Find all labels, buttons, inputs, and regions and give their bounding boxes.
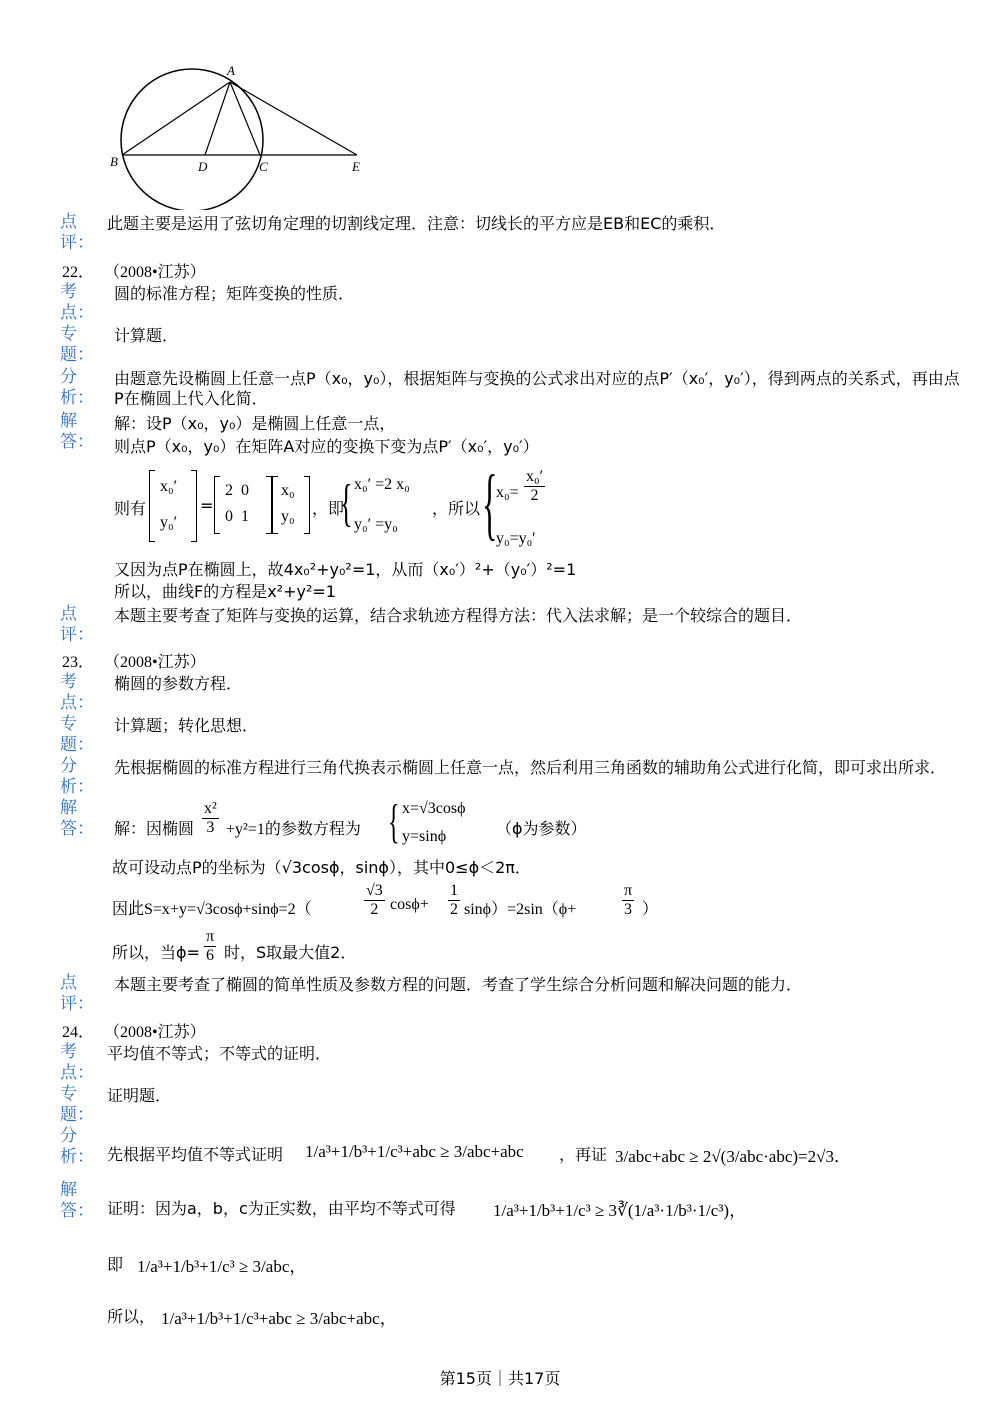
label-D: D [198, 159, 208, 174]
label-dianping: 点评： [60, 212, 94, 253]
q22-comment: 本题主要考查了矩阵与变换的运算，结合求轨迹方程得方法：代入法求解；是一个较综合的题目． [114, 606, 803, 625]
label-jieda-24: 解答： [60, 1180, 94, 1221]
label-jieda: 解答： [60, 411, 94, 452]
matrix-A [214, 476, 272, 534]
q23-sol-line3: 因此S=x+y=√3cosϕ+sinϕ=2（ $\frac{√3}{2}$ cosϕ+ $\frac{1}{2}$ sinϕ）=2sin（ϕ+ $\frac{\pi}{3}$ ） [112, 882, 659, 918]
label-dianping-22: 点评： [60, 604, 94, 645]
q23-topic: 椭圆的参数方程． [114, 674, 243, 693]
label-kaodian-23: 考点： [60, 672, 94, 713]
sys1-line1: x₀′ =2 x₀ [354, 476, 410, 493]
q23-analysis: 先根据椭圆的标准方程进行三角代换表示椭圆上任意一点，然后利用三角函数的辅助角公式进行化简，即可求出所求． [114, 758, 947, 777]
q21-comment: 此题主要是运用了弦切角定理的切割线定理．注意：切线长的平方应是EB和EC的乘积． [107, 214, 726, 233]
q22-sol-line5: 所以，曲线F的方程是x²+y²=1 [114, 582, 336, 601]
label-A: A [227, 63, 235, 78]
label-fenxi-24: 分析： [60, 1126, 94, 1167]
label-E: E [352, 159, 360, 174]
ie: ，即 [312, 499, 345, 518]
label-jieda-23: 解答： [60, 798, 94, 839]
then-have: 则有 [114, 499, 147, 518]
q22-sol-line4: 又因为点P在椭圆上，故4x₀²+y₀²=1，从而（x₀′）²+（y₀′）²=1 [114, 560, 577, 579]
page-footer: 第15页｜共17页 [439, 1369, 561, 1388]
sys2-frac: $\frac{\text{x₀′}}{2}$ [526, 468, 544, 504]
label-C: C [259, 159, 268, 174]
sys2-top: x₀= [496, 484, 519, 501]
q23-number: 23． [62, 654, 95, 671]
q24-source: （2008•江苏） [104, 1024, 206, 1041]
q23-sol-line2: 故可设动点P的坐标为（√3cosϕ，sinϕ），其中0≤ϕ＜2π． [112, 858, 531, 877]
q24-category: 证明题． [107, 1086, 172, 1105]
label-dianping-23: 点评： [60, 973, 94, 1014]
label-kaodian: 考点： [60, 282, 94, 323]
label-fenxi: 分析： [60, 367, 94, 408]
q24-topic: 平均值不等式；不等式的证明． [107, 1044, 332, 1063]
q23-category: 计算题；转化思想． [114, 716, 259, 735]
circle [121, 69, 263, 210]
label-zhuanti-24: 专题： [60, 1084, 94, 1125]
matrix-row1: 2 0 [225, 482, 249, 499]
label-zhuanti-23: 专题： [60, 714, 94, 755]
geometry-figure [105, 60, 375, 210]
vector-prime: x₀′ y₀′ [149, 470, 197, 542]
q22-number: 22． [62, 264, 95, 281]
label-zhuanti: 专题： [60, 324, 94, 365]
q22-source: （2008•江苏） [104, 264, 206, 281]
q23-sol-line4: 所以，当ϕ= $\frac{\pi}{6}$ 时，S取最大值2． [112, 928, 357, 964]
q22-sol-line2: 则点P（x₀，y₀）在矩阵A对应的变换下变为点P′（x₀′，y₀′） [114, 437, 539, 456]
q22-sol-line1: 解：设P（x₀，y₀）是椭圆上任意一点， [114, 414, 396, 433]
q22-topic: 圆的标准方程；矩阵变换的性质． [114, 284, 355, 303]
label-kaodian-24: 考点： [60, 1042, 94, 1083]
so: ，所以 [432, 499, 481, 518]
line-AD [205, 82, 230, 155]
line-AE [230, 82, 357, 155]
label-fenxi-23: 分析： [60, 756, 94, 797]
q22-analysis: 由题意先设椭圆上任意一点P（x₀，y₀），根据矩阵与变换的公式求出对应的点P′（x₀′，y₀′），得到两点的关系式，再由点P在椭圆上代入化简． [114, 369, 960, 408]
q22-category: 计算题． [114, 326, 179, 345]
q23-sol-line1: 解：因椭圆 $\frac{\text{x²}}{3}$ +y²=1的参数方程为 { x=√3cosϕ y=sinϕ （ϕ为参数） [114, 795, 587, 848]
matrix-row2: 0 1 [225, 508, 249, 525]
vector: x₀ y₀ [272, 476, 310, 534]
label-B: B [110, 154, 118, 169]
q23-comment: 本题主要考查了椭圆的简单性质及参数方程的问题．考查了学生综合分析问题和解决问题的能力． [114, 975, 803, 994]
q23-source: （2008•江苏） [104, 654, 206, 671]
sys2-bottom: y₀=y₀′ [496, 530, 536, 547]
sys1-line2: y₀′ =y₀ [354, 516, 398, 533]
q24-number: 24． [62, 1024, 95, 1041]
